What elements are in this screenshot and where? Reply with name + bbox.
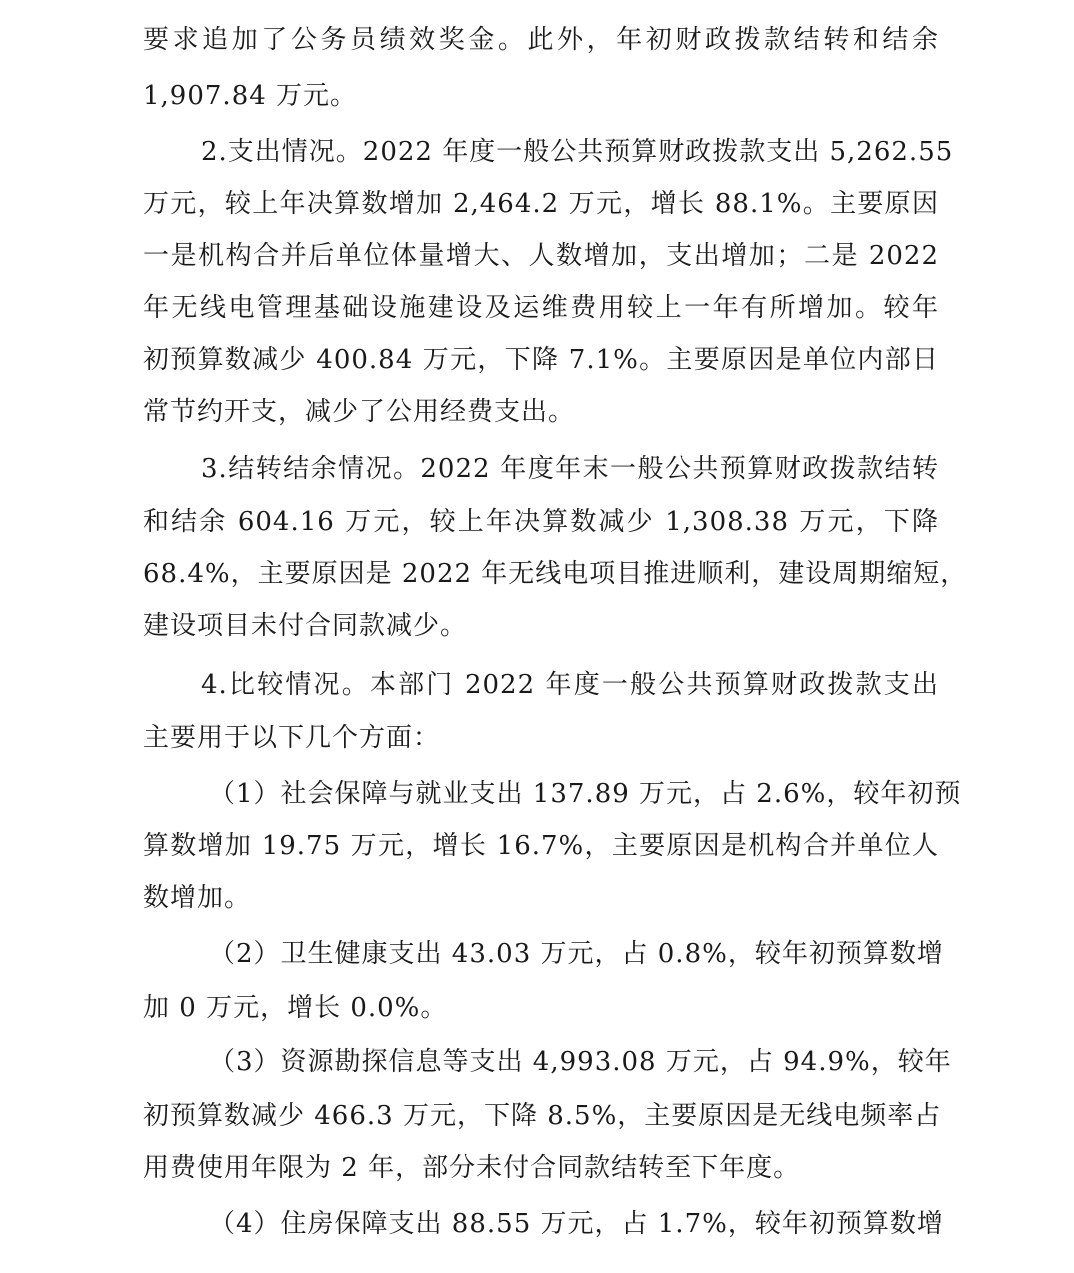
list-item-health: （2）卫生健康支出 43.03 万元，占 0.8%，较年初预算数增 [209,939,944,969]
section-heading-comparison: 4.比较情况。本部门 2022 年度一般公共预算财政拨款支出 [201,670,939,700]
paragraph-line: 1,907.84 万元。 [143,81,358,111]
paragraph-line: 建设项目未付合同款减少。 [143,611,468,641]
paragraph-line: 用费使用年限为 2 年，部分未付合同款结转至下年度。 [143,1153,801,1183]
paragraph-line: 年无线电管理基础设施建设及运维费用较上一年有所增加。较年 [143,293,939,323]
section-heading-carryover: 3.结转结余情况。2022 年度年末一般公共预算财政拨款结转 [201,454,939,484]
paragraph-line: 初预算数减少 400.84 万元，下降 7.1%。主要原因是单位内部日 [143,345,939,375]
list-item-social-security: （1）社会保障与就业支出 137.89 万元，占 2.6%，较年初预 [209,779,962,809]
paragraph-line: 加 0 万元，增长 0.0%。 [143,993,448,1023]
list-item-resources: （3）资源勘探信息等支出 4,993.08 万元，占 94.9%，较年 [209,1047,952,1077]
paragraph-line: 初预算数减少 466.3 万元，下降 8.5%，主要原因是无线电频率占 [143,1101,942,1131]
section-heading-expenditure: 2.支出情况。2022 年度一般公共预算财政拨款支出 5,262.55 [201,137,954,167]
paragraph-line: 常节约开支，减少了公用经费支出。 [143,397,576,427]
paragraph-line: 68.4%，主要原因是 2022 年无线电项目推进顺利，建设周期缩短， [143,559,968,589]
paragraph-line: 一是机构合并后单位体量增大、人数增加，支出增加；二是 2022 [143,241,939,271]
paragraph-line: 主要用于以下几个方面： [143,723,441,753]
paragraph-line: 要求追加了公务员绩效奖金。此外，年初财政拨款结转和结余 [143,25,939,55]
paragraph-line: 数增加。 [143,883,252,913]
paragraph-line: 万元，较上年决算数增加 2,464.2 万元，增长 88.1%。主要原因 [143,189,939,219]
paragraph-line: 和结余 604.16 万元，较上年决算数减少 1,308.38 万元，下降 [143,507,939,537]
paragraph-line: 算数增加 19.75 万元，增长 16.7%，主要原因是机构合并单位人 [143,831,939,861]
list-item-housing: （4）住房保障支出 88.55 万元，占 1.7%，较年初预算数增 [209,1209,944,1239]
